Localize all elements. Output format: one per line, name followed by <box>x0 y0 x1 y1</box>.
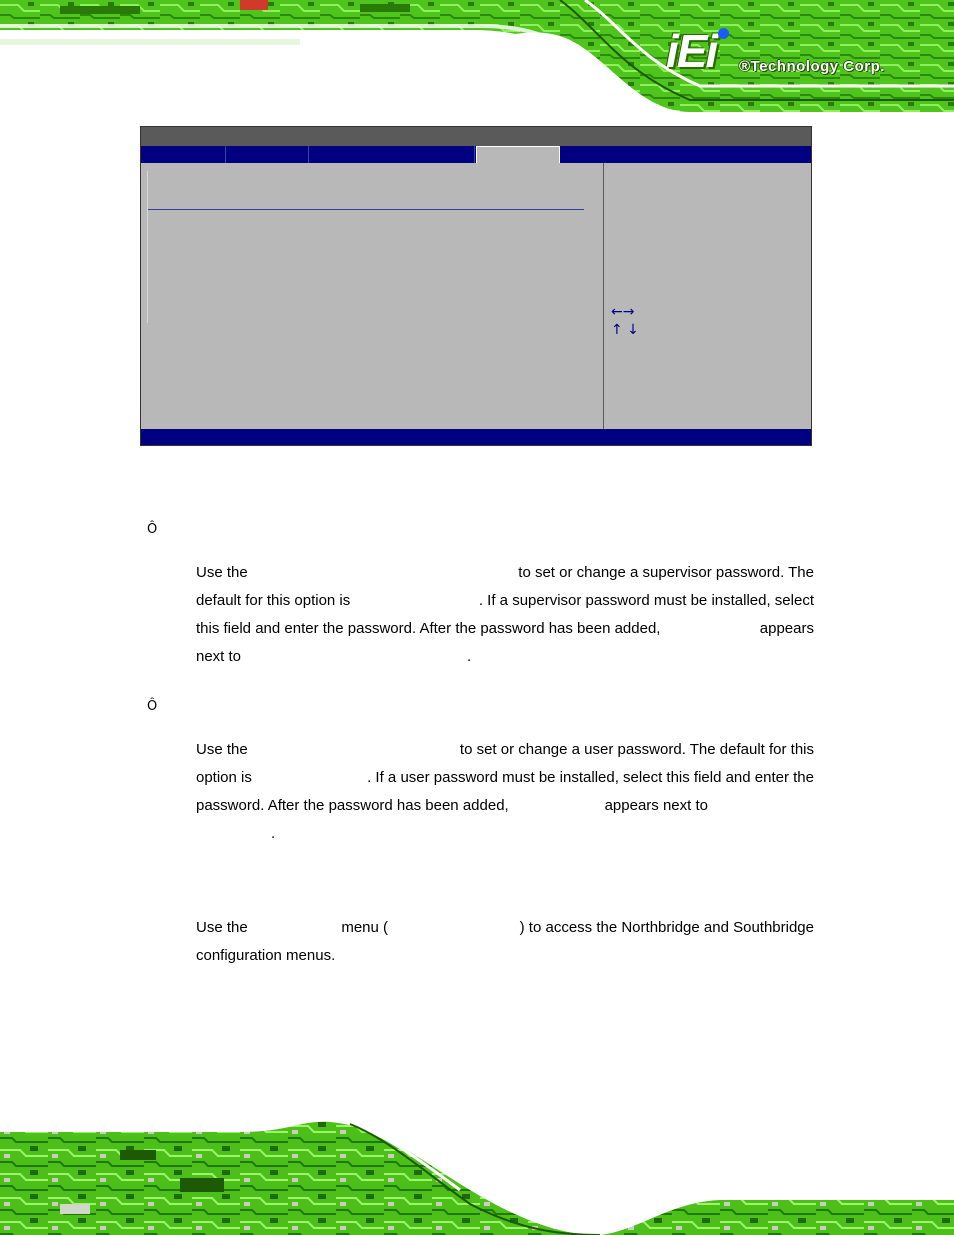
user-password-paragraph <box>196 736 814 848</box>
bullet-arrow-icon: Ô <box>147 699 158 714</box>
bios-tab[interactable] <box>560 146 811 163</box>
text-run: option is <box>196 769 252 786</box>
text-run: Use the <box>196 919 248 936</box>
text-run: password. After the password has been added, <box>196 797 509 814</box>
company-logo <box>666 26 926 82</box>
left-right-arrows-icon: ←→ <box>611 304 635 320</box>
circuit-board-footer-art <box>0 1120 954 1235</box>
bios-screenshot <box>140 126 812 446</box>
bios-status-bar <box>141 429 811 445</box>
logo-text: ®Technology Corp. <box>739 58 885 75</box>
paragraph-line <box>196 942 814 970</box>
text-run: ) to access the Northbridge and Southbridge <box>519 919 814 936</box>
text-run: appears next to <box>604 797 708 814</box>
text-run: . If a supervisor password must be installed, select <box>478 592 814 609</box>
text-run: this field and enter the password. After the password has been added, <box>196 620 661 637</box>
text-run: Use the <box>196 564 248 581</box>
footer-banner <box>0 1120 954 1235</box>
paragraph-line <box>196 587 814 615</box>
bios-help-panel <box>611 303 639 339</box>
supervisor-password-paragraph <box>196 559 814 671</box>
paragraph-line <box>196 820 814 848</box>
bios-title-bar <box>141 127 811 146</box>
bios-tab[interactable] <box>226 146 309 163</box>
text-run: . <box>271 825 276 842</box>
logo-mark: iEi <box>666 25 717 77</box>
text-run: default for this option is <box>196 592 351 609</box>
text-run: Use the <box>196 741 248 758</box>
bullet-arrow-icon: Ô <box>147 522 158 537</box>
text-run: . <box>467 648 472 665</box>
bios-vertical-divider <box>603 163 604 429</box>
text-run: appears <box>759 620 814 637</box>
paragraph-line <box>196 736 814 764</box>
text-run: menu ( <box>341 919 389 936</box>
bios-menu-bar <box>141 146 811 163</box>
paragraph-line <box>196 764 814 792</box>
bios-tab-active[interactable] <box>476 146 560 163</box>
up-down-arrows-icon: ↑ ↓ <box>611 322 639 338</box>
text-run: . If a user password must be installed, select this field and enter the <box>367 769 814 786</box>
header-banner <box>0 0 954 112</box>
bios-separator <box>148 209 584 210</box>
paragraph-line <box>196 914 814 942</box>
bios-tab[interactable] <box>309 146 475 163</box>
paragraph-line <box>196 559 814 587</box>
bios-left-edge <box>147 171 148 323</box>
text-run: configuration menus. <box>196 947 336 964</box>
paragraph-line <box>196 643 814 671</box>
text-run: to set or change a supervisor password. The <box>518 564 814 581</box>
text-run: to set or change a user password. The default for this <box>459 741 814 758</box>
text-run: next to <box>196 648 242 665</box>
bios-tab[interactable] <box>141 146 226 163</box>
logo-dot-icon <box>718 28 729 39</box>
paragraph-line <box>196 615 814 643</box>
paragraph-line <box>196 792 814 820</box>
chipset-menu-paragraph <box>196 914 814 970</box>
